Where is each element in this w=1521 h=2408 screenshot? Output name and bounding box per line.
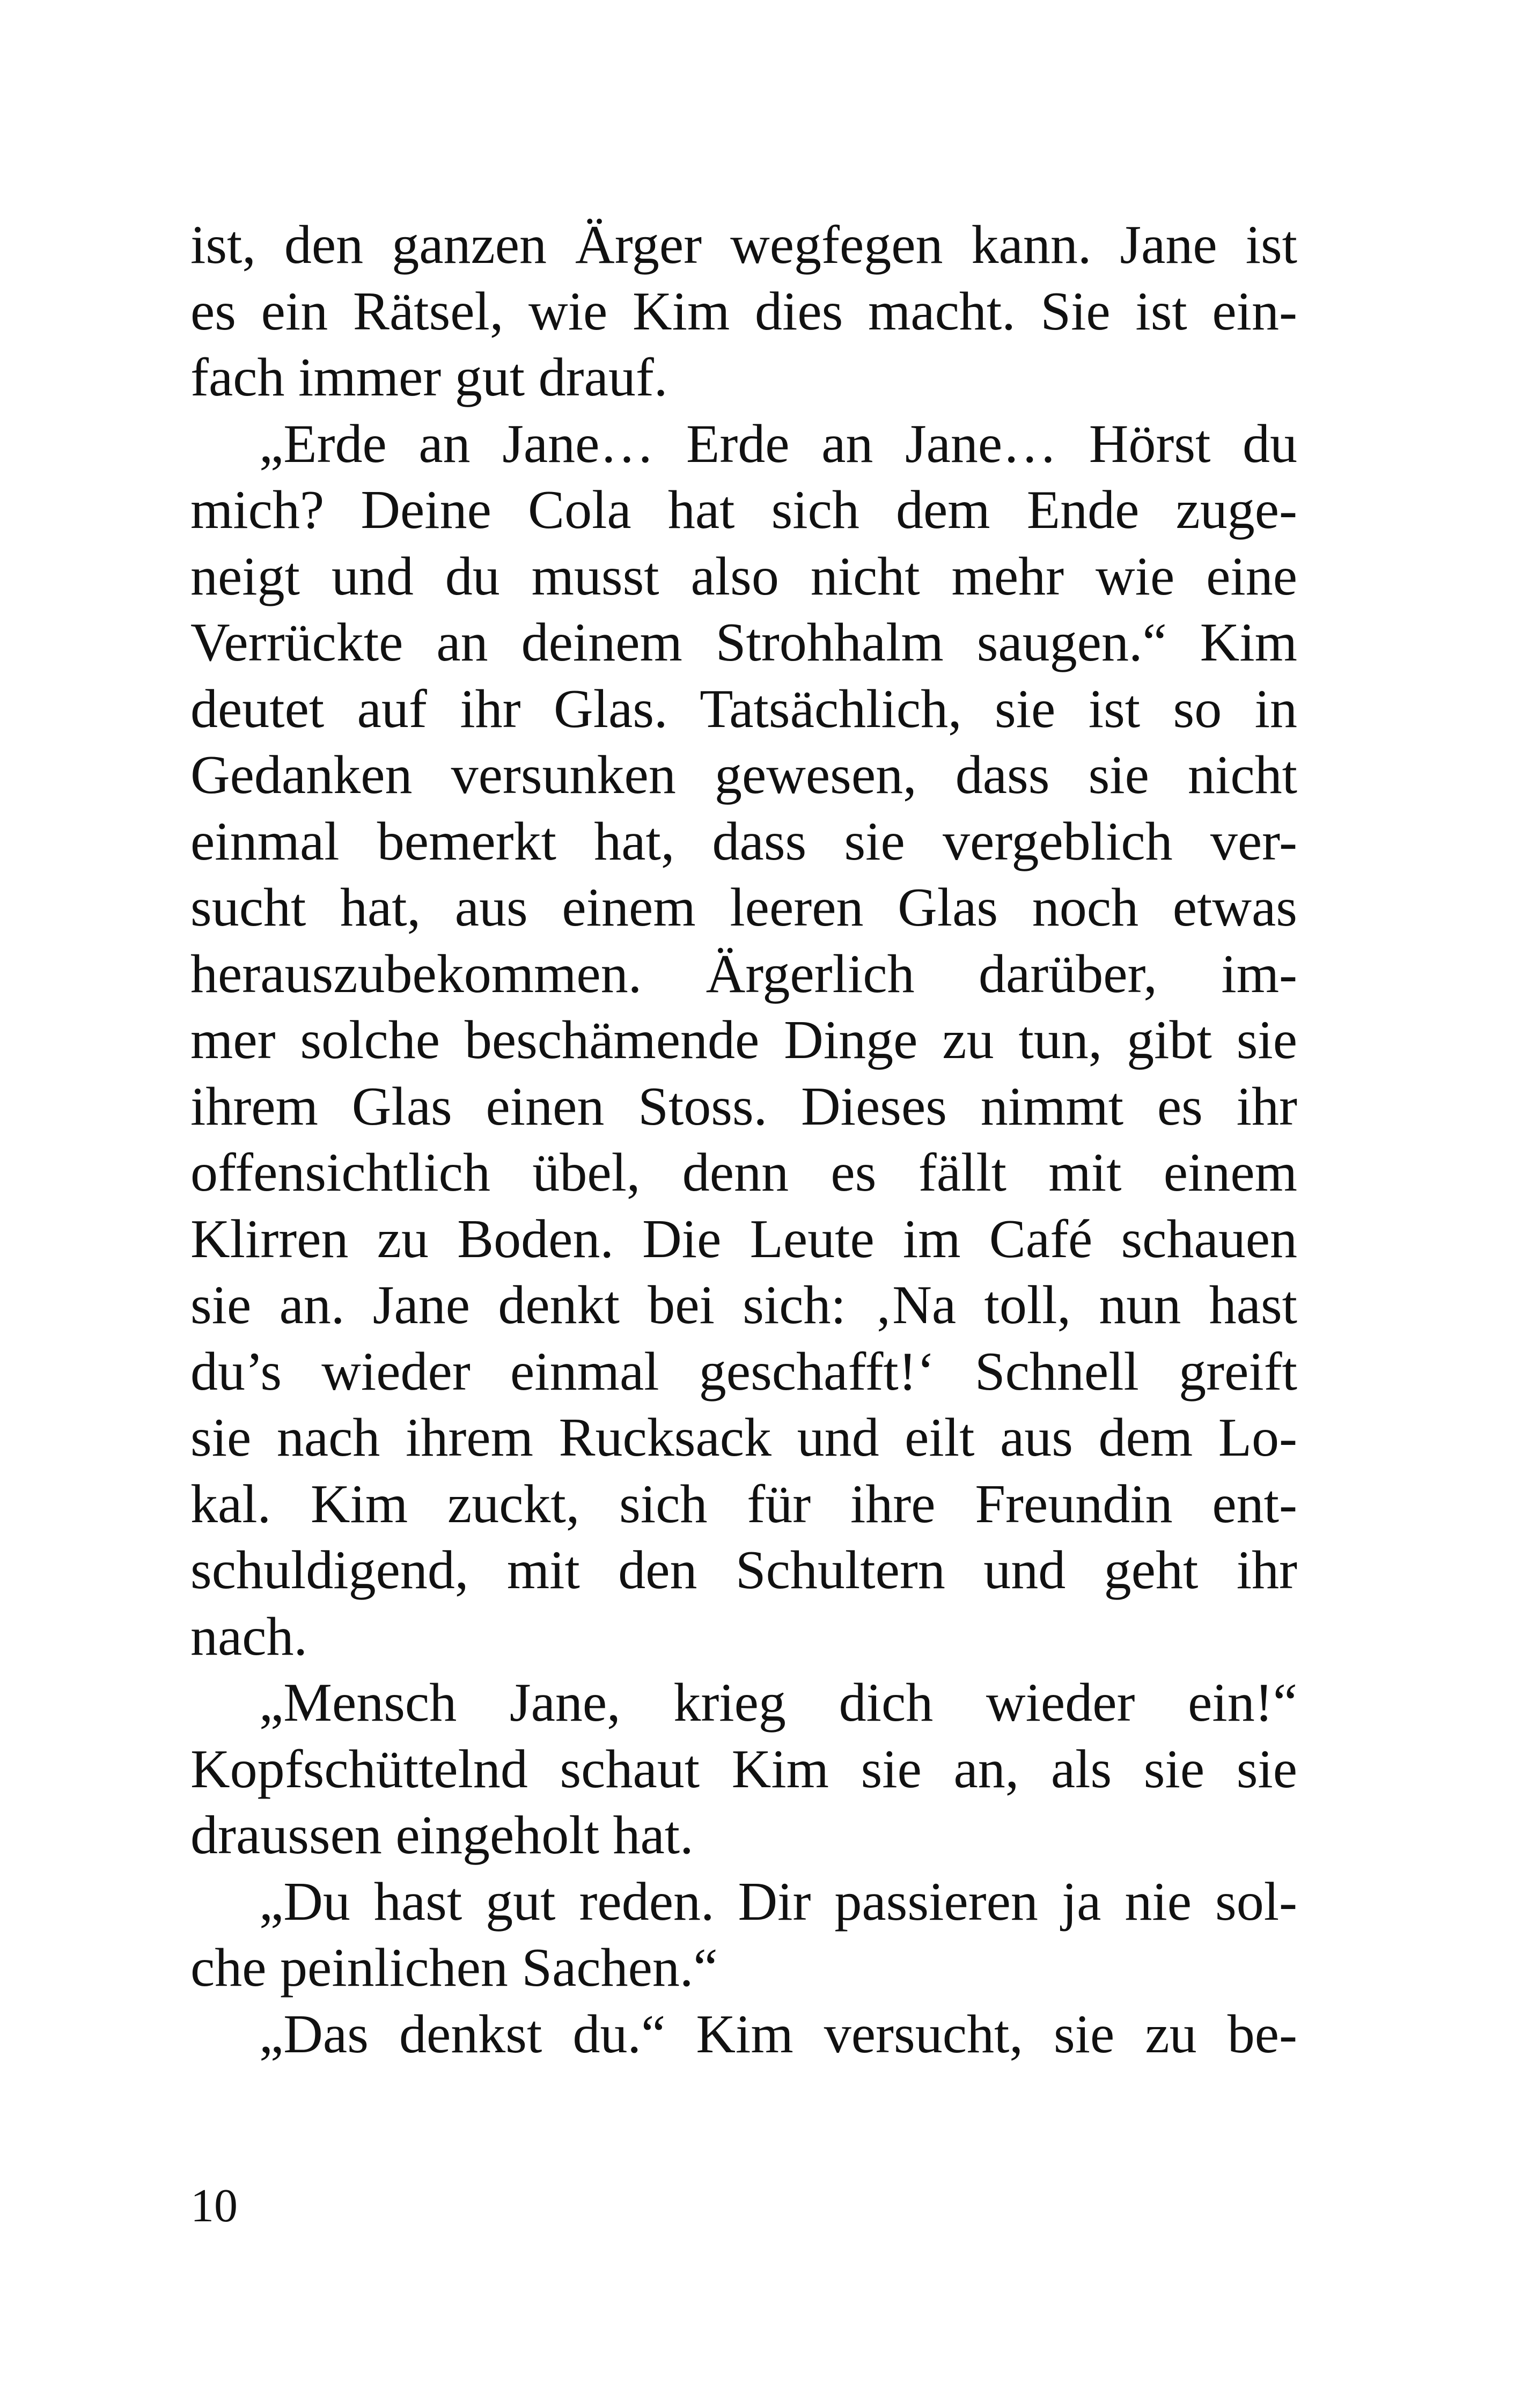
text-line: sie nach ihrem Rucksack und eilt aus dem Lo- [190, 1407, 1297, 1468]
text-line: „Du hast gut reden. Dir passieren ja nie sol- [259, 1871, 1297, 1932]
text-line: draussen eingeholt hat. [190, 1805, 694, 1866]
page-number: 10 [190, 2180, 238, 2232]
body-text [190, 212, 1297, 2067]
text-line: neigt und du musst also nicht mehr wie eine [190, 546, 1297, 607]
text-line: sie an. Jane denkt bei sich: ‚Na toll, nun hast [190, 1275, 1297, 1335]
text-line: Verrückte an deinem Strohhalm saugen.“ Kim [190, 612, 1297, 673]
text-line: ihrem Glas einen Stoss. Dieses nimmt es ihr [190, 1076, 1297, 1137]
text-line: Kopfschüttelnd schaut Kim sie an, als sie sie [190, 1738, 1297, 1800]
text-line: che peinlichen Sachen.“ [190, 1937, 718, 1998]
text-line: Gedanken versunken gewesen, dass sie nicht [190, 745, 1297, 805]
text-line: kal. Kim zuckt, sich für ihre Freundin ent- [190, 1473, 1297, 1535]
text-line: offensichtlich übel, denn es fällt mit einem [190, 1142, 1297, 1203]
text-line: herauszubekommen. Ärgerlich darüber, im- [190, 943, 1297, 1004]
text-line: schuldigend, mit den Schultern und geht ihr [190, 1540, 1297, 1601]
text-line: es ein Rätsel, wie Kim dies macht. Sie ist ein- [190, 281, 1297, 342]
text-line: einmal bemerkt hat, dass sie vergeblich ver- [190, 811, 1297, 872]
text-line: mich? Deine Cola hat sich dem Ende zuge- [190, 480, 1297, 540]
text-line: ist, den ganzen Ärger wegfegen kann. Jane ist [190, 215, 1297, 275]
text-line: sucht hat, aus einem leeren Glas noch etwas [190, 877, 1297, 938]
text-line: „Mensch Jane, krieg dich wieder ein!“ [259, 1672, 1297, 1733]
text-line: deutet auf ihr Glas. Tatsächlich, sie ist so in [190, 678, 1297, 739]
text-line: „Erde an Jane… Erde an Jane… Hörst du [259, 413, 1297, 474]
text-line: „Das denkst du.“ Kim versucht, sie zu be- [259, 2003, 1297, 2065]
text-line: nach. [190, 1606, 308, 1667]
text-line: Klirren zu Boden. Die Leute im Café schauen [190, 1208, 1297, 1269]
text-line: fach immer gut drauf. [190, 347, 668, 408]
text-line: du’s wieder einmal geschafft!‘ Schnell greift [190, 1341, 1297, 1402]
text-line: mer solche beschämende Dinge zu tun, gibt sie [190, 1010, 1297, 1070]
